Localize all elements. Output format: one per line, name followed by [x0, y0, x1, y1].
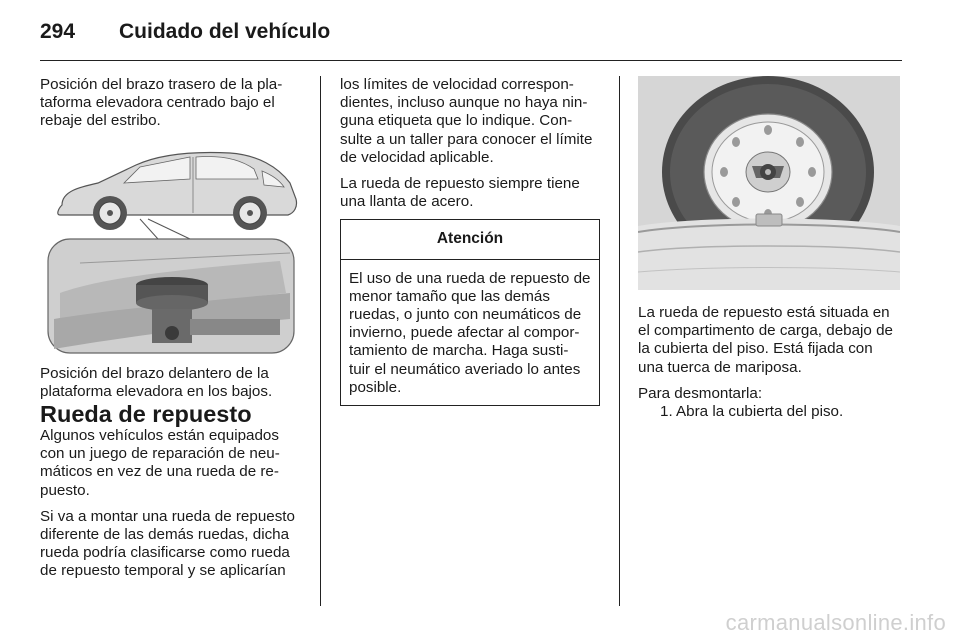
paragraph-speed-limits: los límites de velocidad correspon- dientes, incluso aunque no haya nin- guna etiqueta que lo indique. Con- sulte a un taller para conocer el límite de velocidad aplicable.: [340, 76, 593, 166]
warning-title: Atención: [341, 220, 599, 259]
section-heading-spare-wheel: Rueda de repuesto: [40, 401, 252, 428]
list-item-step-1: 1. Abra la cubierta del piso.: [660, 403, 844, 421]
page-title: Cuidado del vehículo: [119, 20, 331, 43]
paragraph-temporary-spare: Si va a montar una rueda de repuesto diferente de las demás ruedas, dicha rueda podría clasificarse como rueda de repuesto temporal y se aplicarían: [40, 507, 295, 580]
column-divider-2: [619, 76, 620, 606]
page-header: [40, 14, 902, 61]
paragraph-steel-rim: La rueda de repuesto siempre tiene una llanta de acero.: [340, 175, 580, 211]
lift-point-illustration: [40, 143, 302, 357]
caption-front-lift-arm: Posición del brazo delantero de la plataforma elevadora en los bajos.: [40, 364, 273, 400]
spare-wheel-photo: [638, 76, 900, 290]
caption-rear-lift-arm: Posición del brazo trasero de la pla- taforma elevadora centrado bajo el rebaje del estribo.: [40, 76, 283, 130]
column-divider-1: [320, 76, 321, 606]
paragraph-removal-intro: Para desmontarla:: [638, 384, 763, 402]
paragraph-repair-kit: Algunos vehículos están equipados con un juego de reparación de neu- máticos en vez de una rueda de re- puesto.: [40, 427, 280, 499]
column-1: [40, 76, 302, 581]
paragraph-spare-location: La rueda de repuesto está situada en el compartimento de carga, debajo de la cubierta del piso. Está fijada con una tuerca de mariposa.: [638, 304, 893, 376]
watermark: carmanualsonline.info: [725, 610, 946, 635]
car-lift-point-illustration: [40, 143, 302, 357]
page-number: 294: [40, 20, 76, 43]
column-2: [340, 76, 602, 406]
warning-body: El uso de una rueda de repuesto de menor tamaño que las demás ruedas, o junto con neumáticos de invierno, puede afectar al compor- tamiento de marcha. Haga susti- tuir el neumático averiado lo antes posible.: [349, 269, 591, 396]
warning-box: [340, 219, 600, 406]
column-3: [638, 76, 902, 421]
spare-wheel-illustration: [638, 76, 900, 290]
